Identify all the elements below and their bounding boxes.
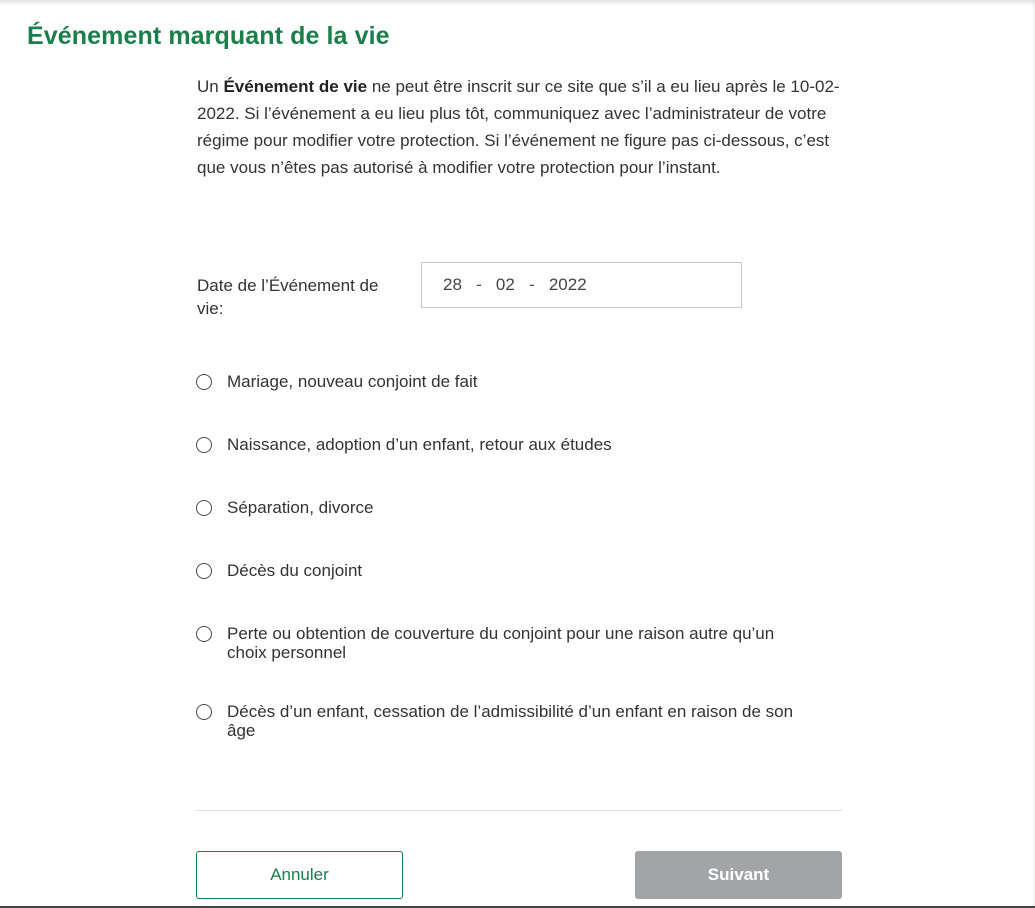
- radio-button[interactable]: [196, 626, 212, 642]
- date-label: Date de l’Événement de vie:: [197, 276, 379, 318]
- option-marriage[interactable]: [196, 372, 817, 391]
- top-shadow: [0, 0, 1035, 6]
- cancel-button[interactable]: Annuler: [196, 851, 403, 899]
- radio-button[interactable]: [196, 500, 212, 516]
- option-label: Perte ou obtention de couverture du conjoint pour une raison autre qu’un choix personnel: [227, 624, 775, 662]
- radio-button[interactable]: [196, 437, 212, 453]
- radio-button[interactable]: [196, 563, 212, 579]
- date-year[interactable]: 2022: [548, 275, 587, 294]
- option-separation[interactable]: [196, 498, 817, 517]
- option-label: Mariage, nouveau conjoint de fait: [227, 372, 478, 391]
- divider: [196, 810, 842, 811]
- date-separator: -: [529, 275, 535, 294]
- option-label: Naissance, adoption d’un enfant, retour aux études: [227, 435, 612, 454]
- intro-bold-term: Événement de vie: [223, 77, 368, 96]
- right-edge-shadow: [1031, 0, 1035, 908]
- intro-paragraph: [197, 73, 857, 181]
- option-birth-adoption[interactable]: [196, 435, 817, 454]
- option-spouse-coverage[interactable]: [196, 624, 817, 662]
- date-separator: -: [476, 275, 482, 294]
- page-title: Événement marquant de la vie: [27, 22, 390, 50]
- next-button[interactable]: Suivant: [635, 851, 842, 899]
- option-child-death[interactable]: [196, 702, 817, 740]
- date-day[interactable]: 28: [443, 275, 462, 294]
- radio-button[interactable]: [196, 374, 212, 390]
- option-spouse-death[interactable]: [196, 561, 817, 580]
- date-month[interactable]: 02: [495, 275, 515, 294]
- radio-button[interactable]: [196, 704, 212, 720]
- intro-rest: ne peut être inscrit sur ce site que s’il a eu lieu après le 10-02-2022. Si l’événement a eu lieu plus tôt, communiquez avec l’administrateur de votre régime pour modifier votre protection. Si l’événement ne figure pas ci-dessous, c’est que vous n’êtes pas autorisé à modifier votre protection pour l’instant.: [197, 77, 840, 177]
- option-label: Décès du conjoint: [227, 561, 363, 580]
- intro-prefix: Un: [197, 77, 224, 96]
- date-input[interactable]: [421, 262, 742, 308]
- option-label: Décès d’un enfant, cessation de l’admissibilité d’un enfant en raison de son âge: [227, 702, 794, 740]
- option-label: Séparation, divorce: [227, 498, 374, 517]
